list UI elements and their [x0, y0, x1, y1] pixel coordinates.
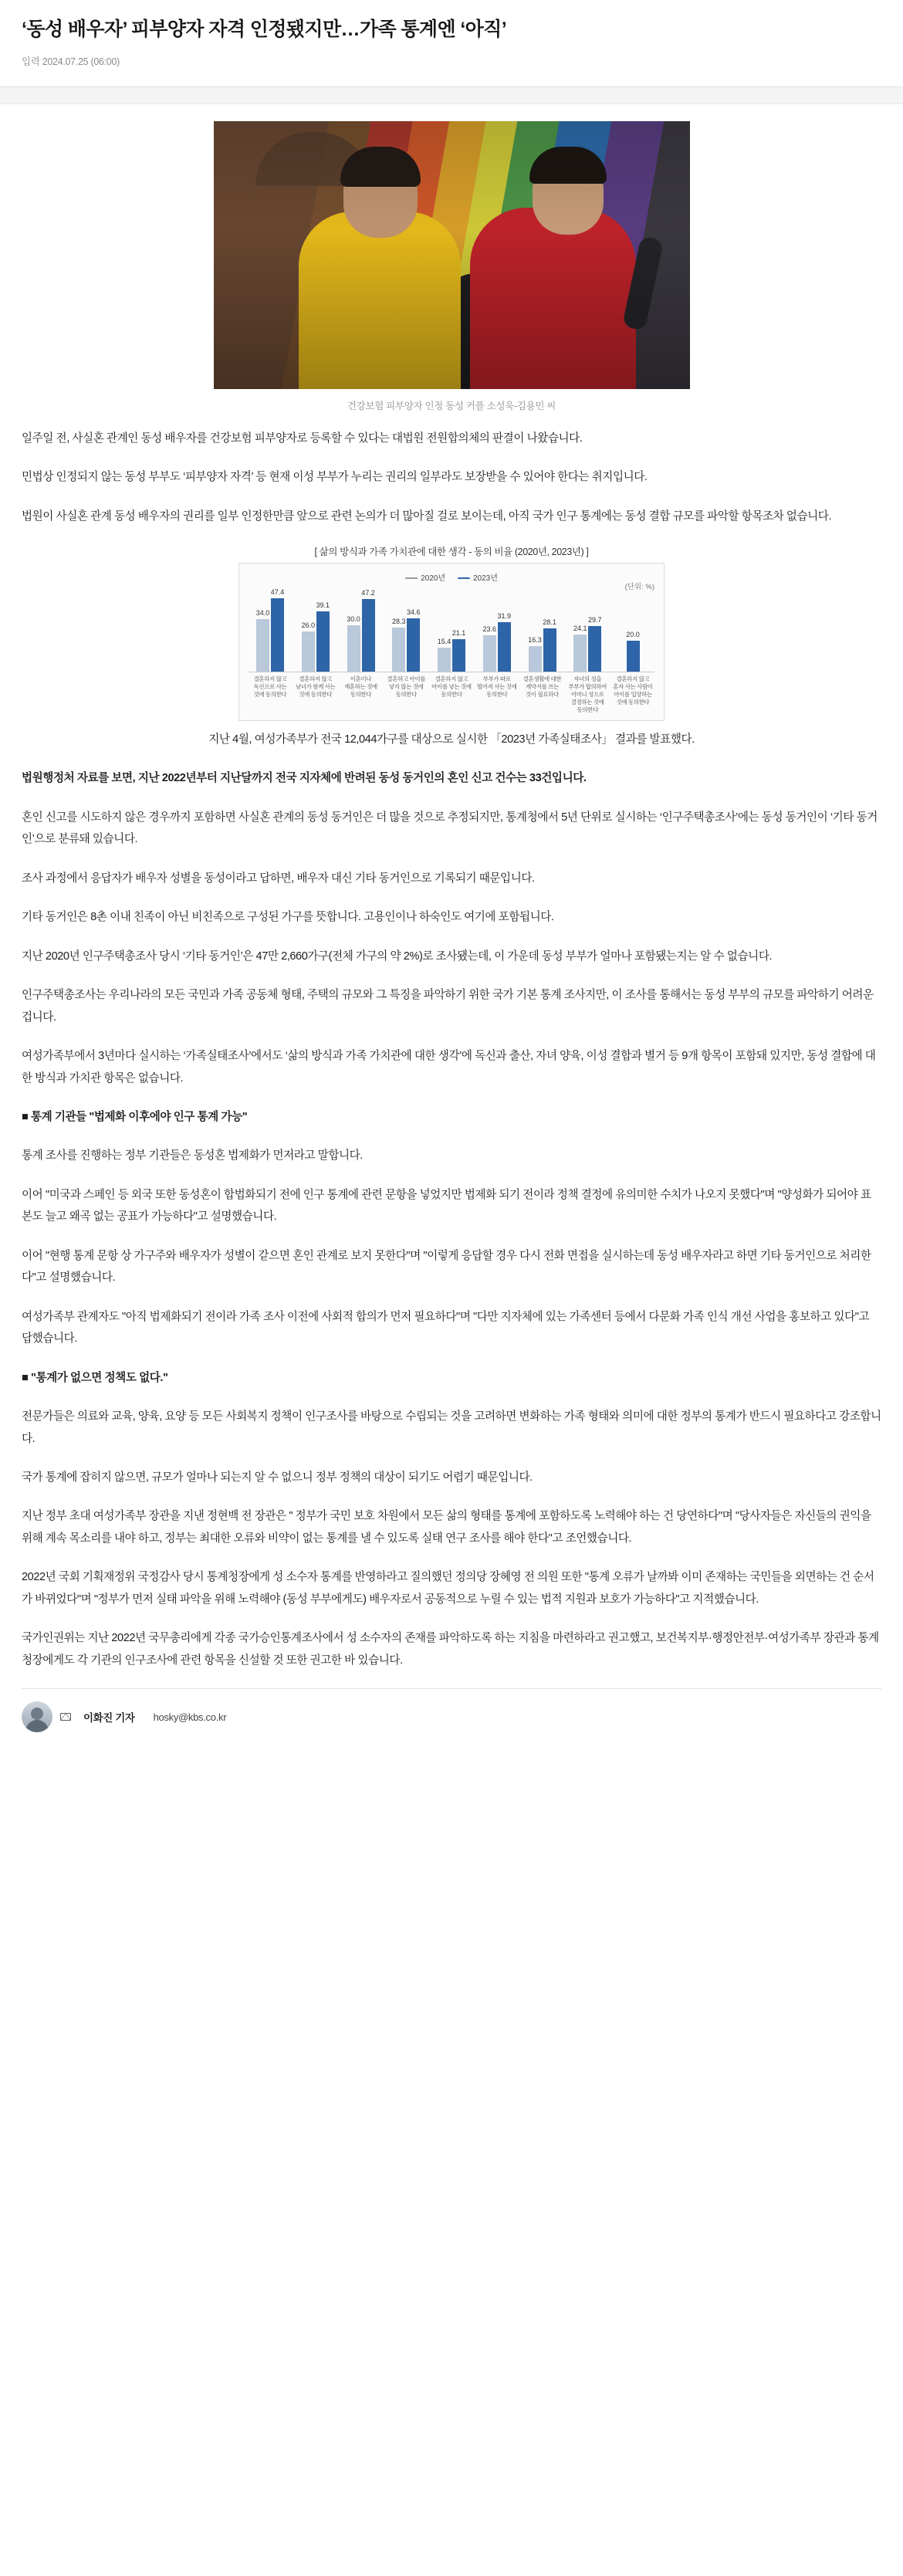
article-photo — [214, 121, 690, 389]
paragraph: 일주일 전, 사실혼 관계인 동성 배우자를 건강보험 피부양자로 등록할 수 있다는 대법원 전원합의체의 판결이 나왔습니다. — [22, 432, 583, 445]
paragraph: 혼인 신고를 시도하지 않은 경우까지 포함하면 사실혼 관계의 동성 동거인은 더 많을 것으로 추정되지만, 통계청에서 5년 단위로 실시하는 ‘인구주택총조사’에는 동성 동거인이 ‘기타 동거인’으로 분류돼 있습니다. — [22, 811, 878, 846]
article-header — [0, 0, 903, 76]
chart-x-label: 결혼생활에 대한 계약서를 쓰는 것이 필요하다 — [523, 675, 562, 699]
legend-label-2020: 2020년 — [421, 574, 445, 584]
paragraph: 전문가들은 의료와 교육, 양육, 요양 등 모든 사회복지 정책이 인구조사를 바탕으로 수립되는 것을 고려하면 변화하는 가족 형태와 의미에 대한 정부의 통계가 반드시 필요하다고 강조합니다. — [22, 1410, 881, 1445]
reporter-byline — [0, 1689, 903, 1749]
chart-bar — [270, 588, 285, 672]
chart-bar — [391, 618, 406, 672]
page-title: ‘동성 배우자’ 피부양자 자격 인정됐지만…가족 통계엔 ‘아직’ — [22, 19, 507, 40]
chart-x-label: 결혼하지 않고 남녀가 함께 사는 것에 동의한다 — [296, 675, 336, 699]
legend-item-2020 — [405, 571, 445, 583]
paragraph: 국가인권위는 지난 2022년 국무총리에게 각종 국가승인통계조사에서 성 소수자의 존재를 파악하도록 하는 지침을 마련하라고 권고했고, 보건복지부·행정안전부·여성가족부 장관과 통계청장에게도 각 기관의 인구조사에 관련 항목을 신설할 것 또한 권고한 바 있습니다. — [22, 1632, 879, 1667]
chart-bars — [249, 586, 654, 672]
chart-bar-value: 15.4 — [437, 638, 452, 646]
chart-bar-value: 26.0 — [301, 621, 316, 630]
chart-bar-value: 21.1 — [452, 629, 466, 638]
chart-bar-value: 28.3 — [391, 618, 406, 626]
legend-item-2023 — [458, 571, 498, 583]
chart-bar — [573, 625, 587, 672]
chart-bar-group — [431, 586, 472, 672]
section-heading-1: ■ 통계 기관들 "법제화 이후에야 인구 통계 가능" — [22, 1111, 248, 1124]
statistics-chart — [238, 544, 665, 721]
chart-bar-value: 47.2 — [361, 589, 375, 597]
toolbar-band — [0, 87, 903, 104]
chart-legend — [249, 571, 654, 583]
paragraph: 지난 2020년 인구주택총조사 당시 ‘기타 동거인’은 47만 2,660가구(전체 가구의 약 2%)로 조사됐는데, 이 가운데 동성 부부가 얼마나 포함됐는지는 알 수 없습니다. — [22, 949, 773, 963]
legend-swatch-2020 — [405, 577, 418, 579]
chart-bar-value: 24.1 — [573, 625, 587, 633]
chart-bar-value: 20.0 — [626, 631, 640, 639]
paragraph: 이어 "미국과 스페인 등 외국 또한 동성혼이 합법화되기 전에 인구 통계에 관련 문항을 넣었지만 법제화 되기 전이라 정책 결정에 유의미한 수치가 나오지 못했다"며 "양성화가 되어야 표본도 늘고 왜곡 없는 공표가 가능하다"고 설명했습니다. — [22, 1188, 871, 1224]
reporter-email[interactable]: hosky@kbs.co.kr — [153, 1711, 227, 1723]
paragraph: 지난 정부 초대 여성가족부 장관을 지낸 정현백 전 장관은 " 정부가 국민 보호 차원에서 모든 삶의 형태를 통계에 포함하도록 노력해야 하는 건 당연하다"며 "당사자들은 자신들의 권익을 위해 계속 목소리를 내야 하고, 정부는 최대한 오류와 비약이 없는 통계를 낼 수 있도록 실태 연구 조사를 해야 한다"고 조언했습니다. — [22, 1510, 871, 1545]
chart-bar-value: 47.4 — [270, 588, 285, 597]
chart-bar — [452, 629, 466, 672]
chart-bar-group — [296, 586, 336, 672]
chart-plot-area — [238, 563, 665, 721]
chart-bar-value: 39.1 — [316, 601, 330, 610]
paragraph: 민법상 인정되지 않는 동성 부부도 ‘피부양자 자격’ 등 현재 이성 부부가 누리는 권리의 일부라도 보장받을 수 있어야 한다는 취지입니다. — [22, 471, 648, 484]
chart-bar-group — [567, 586, 607, 672]
chart-bar — [316, 601, 330, 672]
avatar — [22, 1701, 52, 1732]
chart-bar-group — [386, 586, 426, 672]
chart-x-label: 자녀의 성을 부부가 합의하여 어머니 성으로 결정하는 것에 동의한다 — [568, 675, 607, 714]
chart-bar — [482, 625, 497, 672]
chart-bar-value: 31.9 — [497, 612, 512, 621]
chart-x-label: 결혼하지 않고 독신으로 사는 것에 동의한다 — [253, 675, 287, 699]
chart-x-label: 이혼이나 재혼하는 것에 동의한다 — [344, 675, 377, 699]
chart-x-axis-labels — [249, 672, 654, 714]
paragraph: 국가 통계에 잡히지 않으면, 규모가 얼마나 되는지 알 수 없으니 정부 정책의 대상이 되기도 어렵기 때문입니다. — [22, 1471, 533, 1484]
chart-bar-value: 28.1 — [543, 618, 556, 627]
paragraph: 통계 조사를 진행하는 정부 기관들은 동성혼 법제화가 먼저라고 말합니다. — [22, 1149, 363, 1163]
photo-caption: 건강보험 피부양자 인정 동성 커플 소성욱-김용민 씨 — [347, 400, 556, 411]
chart-x-label: 부부가 따로 떨어져 사는 것에 동의한다 — [477, 675, 517, 699]
chart-x-label: 결혼하지 않고 아이를 낳는 것에 동의한다 — [431, 675, 472, 699]
paragraph: 여성가족부에서 3년마다 실시하는 ‘가족실태조사’에서도 ‘삶의 방식과 가족 가치관에 대한 생각’에 독신과 출산, 자녀 양육, 이성 결합과 별거 등 9개 항목이 포함돼 있지만, 동성 결합에 대한 방식과 가치관 항목은 없습니다. — [22, 1050, 876, 1085]
chart-bar-group — [523, 586, 563, 672]
article-body — [0, 415, 903, 1671]
chart-bar-group — [250, 586, 290, 672]
paragraph: 법원행정처 자료를 보면, 지난 2022년부터 지난달까지 전국 지자체에 반려된 동성 동거인의 혼인 신고 건수는 33건입니다. — [22, 772, 587, 785]
paragraph: 여성가족부 관계자도 "아직 법제화되기 전이라 가족 조사 이전에 사회적 합의가 먼저 필요하다"며 "다만 지자체에 있는 가족센터 등에서 다문화 가족 인식 개선 사업을 홍보하고 있다"고 답했습니다. — [22, 1310, 870, 1346]
legend-label-2023: 2023년 — [473, 574, 498, 584]
chart-title: [ 삶의 방식과 가족 가치관에 대한 생각 - 동의 비율 (2020년, 2023년) ] — [314, 547, 589, 558]
paragraph: 2022년 국회 기획재정위 국정감사 당시 통계청장에게 성 소수자 통계를 반영하라고 질의했던 정의당 장혜영 전 의원 또한 "통계 오류가 날까봐 이미 존재하는 국민들을 외면하는 건 순서가 바뀌었다"며 "정부가 먼저 실태 파악을 위해 노력해야 (동성 부부에게도) 배우자로서 공동적으로 누릴 수 있는 법적 지원과 보호가 가능하다"고 지적했습니다. — [22, 1571, 874, 1606]
chart-bar — [587, 616, 602, 672]
publish-date: 입력 2024.07.25 (06:00) — [22, 56, 120, 67]
chart-bar-value: 23.6 — [482, 625, 497, 634]
chart-bar — [497, 612, 512, 672]
chart-bar — [626, 631, 640, 672]
mail-icon — [60, 1713, 71, 1721]
chart-bar — [543, 618, 556, 672]
chart-bar — [301, 621, 316, 672]
chart-x-label: 결혼하지 않고 혼자 사는 사람이 아이를 입양하는 것에 동의한다 — [613, 675, 653, 706]
photo-overlay — [214, 121, 690, 389]
chart-bar-value: 30.0 — [347, 615, 360, 624]
chart-bar-group — [477, 586, 517, 672]
chart-bar — [255, 609, 270, 672]
chart-bar — [528, 636, 542, 672]
chart-bar — [437, 638, 452, 672]
section-heading-2: ■ "통계가 없으면 정책도 없다." — [22, 1371, 168, 1384]
paragraph: 이어 "현행 통계 문항 상 가구주와 배우자가 성별이 같으면 혼인 관계로 보지 못한다"며 "이렇게 응답할 경우 다시 전화 면접을 실시하는데 동성 배우자라고 하면 기타 동거인으로 처리한다"고 설명했습니다. — [22, 1249, 871, 1285]
paragraph: 기타 동거인은 8촌 이내 친족이 아닌 비친족으로 구성된 가구를 뜻합니다. 고용인이나 하숙인도 여기에 포함됩니다. — [22, 911, 554, 924]
chart-bar-value: 29.7 — [587, 616, 602, 625]
chart-bar-value: 16.3 — [528, 636, 542, 645]
reporter-name: 이화진 기자 — [83, 1712, 135, 1725]
chart-bar — [406, 608, 421, 672]
chart-bar-value: 34.6 — [406, 608, 421, 617]
paragraph: 법원이 사실혼 관계 동성 배우자의 권리를 일부 인정한만큼 앞으로 관련 논의가 더 많아질 걸로 보이는데, 아직 국가 인구 통계에는 동성 결합 규모를 파악할 항목조차 없습니다. — [22, 509, 832, 523]
chart-bar — [347, 615, 360, 672]
chart-unit-label: (단위: %) — [624, 583, 654, 592]
paragraph: 인구주택총조사는 우리나라의 모든 국민과 가족 공동체 형태, 주택의 규모와 그 특징을 파악하기 위한 국가 기본 통계 조사지만, 이 조사를 통해서는 동성 부부의 규모를 파악하기 어려운 겁니다. — [22, 989, 874, 1024]
legend-swatch-2023 — [458, 577, 470, 579]
chart-bar-group — [613, 586, 653, 672]
article-figure — [0, 104, 903, 415]
chart-bar-group — [341, 586, 381, 672]
paragraph: 조사 과정에서 응답자가 배우자 성별을 동성이라고 답하면, 배우자 대신 기타 동거인으로 기록되기 때문입니다. — [22, 872, 535, 885]
chart-x-label: 결혼하고 아이를 낳지 않는 것에 동의한다 — [387, 675, 426, 699]
chart-bar — [361, 589, 375, 672]
chart-source-note: 지난 4월, 여성가족부가 전국 12,044가구를 대상으로 실시한 「2023년 가족실태조사」 결과를 발표했다. — [208, 733, 695, 746]
chart-bar-value: 34.0 — [255, 609, 270, 618]
